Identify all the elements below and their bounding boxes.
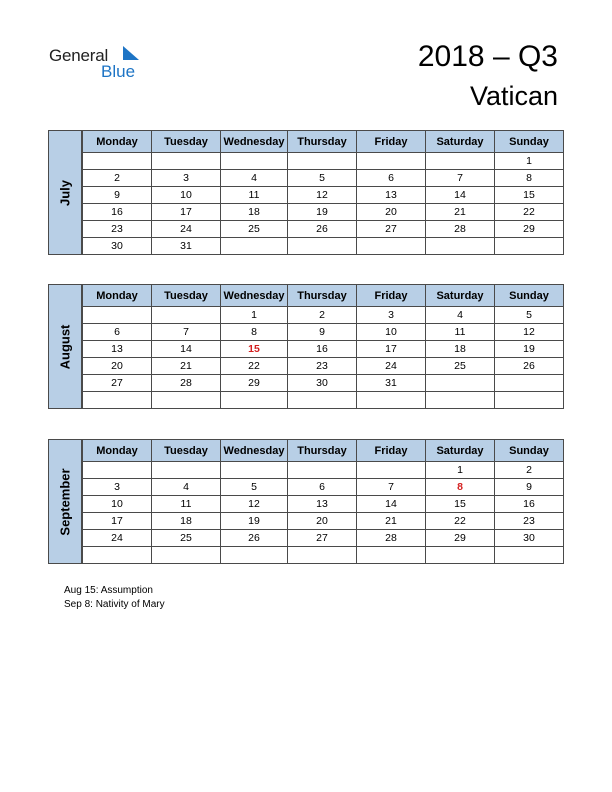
day-cell: [152, 153, 221, 170]
day-cell: 18: [221, 204, 288, 221]
day-cell: 27: [288, 530, 357, 547]
day-cell: [495, 392, 564, 409]
day-cell: [221, 153, 288, 170]
day-cell: [221, 392, 288, 409]
week-row: [83, 547, 564, 564]
day-cell: 1: [221, 307, 288, 324]
week-row: [83, 341, 564, 358]
week-row: [83, 496, 564, 513]
day-cell: [288, 153, 357, 170]
week-row: [83, 170, 564, 187]
day-cell: 16: [83, 204, 152, 221]
week-row: [83, 462, 564, 479]
day-cell: 12: [221, 496, 288, 513]
day-cell: 9: [288, 324, 357, 341]
weekday-header: Monday: [83, 131, 152, 153]
month-label-box: [48, 439, 82, 564]
day-cell: 21: [426, 204, 495, 221]
weekday-header: Tuesday: [152, 285, 221, 307]
day-cell: 19: [288, 204, 357, 221]
day-cell: 10: [152, 187, 221, 204]
day-cell: 30: [83, 238, 152, 255]
weekday-header: Tuesday: [152, 440, 221, 462]
day-cell: 13: [288, 496, 357, 513]
day-cell: 21: [357, 513, 426, 530]
day-cell: 25: [426, 358, 495, 375]
day-cell: 7: [152, 324, 221, 341]
day-cell: [221, 547, 288, 564]
day-cell: 17: [357, 341, 426, 358]
day-cell: 28: [426, 221, 495, 238]
weekday-header: Monday: [83, 440, 152, 462]
day-cell: 22: [221, 358, 288, 375]
day-cell: 5: [221, 479, 288, 496]
week-row: [83, 358, 564, 375]
day-cell: 15: [426, 496, 495, 513]
month-name: August: [57, 324, 73, 369]
day-cell: 15: [221, 341, 288, 358]
day-cell: 28: [357, 530, 426, 547]
day-cell: 10: [357, 324, 426, 341]
day-cell: [426, 547, 495, 564]
day-cell: 29: [221, 375, 288, 392]
day-cell: 23: [288, 358, 357, 375]
day-cell: 18: [426, 341, 495, 358]
week-row: [83, 221, 564, 238]
day-cell: [288, 547, 357, 564]
logo-flag-icon: [123, 46, 139, 62]
day-cell: [152, 462, 221, 479]
day-cell: [495, 238, 564, 255]
country-title: Vatican: [469, 81, 558, 111]
day-cell: 1: [426, 462, 495, 479]
day-cell: 12: [288, 187, 357, 204]
weekday-header: Thursday: [288, 440, 357, 462]
day-cell: [83, 462, 152, 479]
day-cell: 3: [152, 170, 221, 187]
day-cell: 18: [152, 513, 221, 530]
weekday-header: Saturday: [426, 285, 495, 307]
month-label-box: [48, 284, 82, 409]
day-cell: 2: [495, 462, 564, 479]
day-cell: [83, 153, 152, 170]
generalblue-logo: [49, 44, 159, 84]
day-cell: 25: [152, 530, 221, 547]
day-cell: [357, 462, 426, 479]
day-cell: 9: [495, 479, 564, 496]
day-cell: [426, 375, 495, 392]
week-row: [83, 153, 564, 170]
day-cell: 29: [495, 221, 564, 238]
day-cell: 26: [288, 221, 357, 238]
week-row: [83, 204, 564, 221]
day-cell: [426, 153, 495, 170]
day-cell: [221, 462, 288, 479]
day-cell: 14: [426, 187, 495, 204]
weekday-header: Saturday: [426, 440, 495, 462]
weekday-header: Sunday: [495, 440, 564, 462]
day-cell: 4: [426, 307, 495, 324]
day-cell: 17: [83, 513, 152, 530]
day-cell: 11: [152, 496, 221, 513]
day-cell: 24: [357, 358, 426, 375]
day-cell: 13: [357, 187, 426, 204]
week-row: [83, 375, 564, 392]
month-name: July: [57, 179, 73, 206]
weekday-header-row: [83, 285, 564, 307]
day-cell: 19: [221, 513, 288, 530]
weekday-header: Friday: [357, 440, 426, 462]
weekday-header: Thursday: [288, 285, 357, 307]
holiday-note: Sep 8: Nativity of Mary: [64, 599, 165, 610]
month-label-box: [48, 130, 82, 255]
month-name: September: [57, 467, 73, 536]
day-cell: 2: [288, 307, 357, 324]
day-cell: 26: [221, 530, 288, 547]
day-cell: 7: [357, 479, 426, 496]
week-row: [83, 479, 564, 496]
day-cell: 15: [495, 187, 564, 204]
day-cell: 5: [288, 170, 357, 187]
week-row: [83, 324, 564, 341]
week-row: [83, 530, 564, 547]
day-cell: 28: [152, 375, 221, 392]
day-cell: 31: [357, 375, 426, 392]
day-cell: 8: [426, 479, 495, 496]
day-cell: 8: [221, 324, 288, 341]
day-cell: 23: [495, 513, 564, 530]
day-cell: 16: [288, 341, 357, 358]
calendar-table: [82, 439, 564, 564]
logo-word-general: General: [49, 46, 109, 65]
holiday-note: Aug 15: Assumption: [64, 585, 153, 596]
calendar-table: [82, 130, 564, 255]
day-cell: 30: [495, 530, 564, 547]
weekday-header: Wednesday: [221, 285, 288, 307]
holiday-notes: [64, 584, 165, 612]
weekday-header: Wednesday: [221, 131, 288, 153]
day-cell: 9: [83, 187, 152, 204]
day-cell: [357, 392, 426, 409]
day-cell: 17: [152, 204, 221, 221]
day-cell: 3: [83, 479, 152, 496]
day-cell: 10: [83, 496, 152, 513]
day-cell: 19: [495, 341, 564, 358]
day-cell: 16: [495, 496, 564, 513]
day-cell: [83, 307, 152, 324]
day-cell: 6: [83, 324, 152, 341]
day-cell: 31: [152, 238, 221, 255]
weekday-header: Thursday: [288, 131, 357, 153]
day-cell: [426, 238, 495, 255]
day-cell: [426, 392, 495, 409]
day-cell: 22: [495, 204, 564, 221]
day-cell: 5: [495, 307, 564, 324]
calendar-table: [82, 284, 564, 409]
day-cell: 26: [495, 358, 564, 375]
day-cell: 12: [495, 324, 564, 341]
day-cell: 6: [357, 170, 426, 187]
page-title: 2018 – Q3: [417, 40, 558, 73]
day-cell: [152, 307, 221, 324]
week-row: [83, 187, 564, 204]
day-cell: 4: [221, 170, 288, 187]
day-cell: 27: [357, 221, 426, 238]
day-cell: [495, 547, 564, 564]
weekday-header: Wednesday: [221, 440, 288, 462]
day-cell: 20: [83, 358, 152, 375]
day-cell: [357, 238, 426, 255]
day-cell: 20: [357, 204, 426, 221]
weekday-header: Sunday: [495, 131, 564, 153]
day-cell: 22: [426, 513, 495, 530]
day-cell: 11: [426, 324, 495, 341]
day-cell: 11: [221, 187, 288, 204]
day-cell: 4: [152, 479, 221, 496]
day-cell: 3: [357, 307, 426, 324]
day-cell: 23: [83, 221, 152, 238]
week-row: [83, 392, 564, 409]
day-cell: 14: [152, 341, 221, 358]
day-cell: [288, 392, 357, 409]
weekday-header: Sunday: [495, 285, 564, 307]
day-cell: [83, 547, 152, 564]
day-cell: 8: [495, 170, 564, 187]
day-cell: [152, 392, 221, 409]
day-cell: [83, 392, 152, 409]
day-cell: 30: [288, 375, 357, 392]
weekday-header: Friday: [357, 131, 426, 153]
weekday-header: Friday: [357, 285, 426, 307]
day-cell: 14: [357, 496, 426, 513]
day-cell: [288, 238, 357, 255]
day-cell: 25: [221, 221, 288, 238]
day-cell: 2: [83, 170, 152, 187]
week-row: [83, 513, 564, 530]
day-cell: 20: [288, 513, 357, 530]
week-row: [83, 238, 564, 255]
day-cell: [288, 462, 357, 479]
day-cell: 13: [83, 341, 152, 358]
day-cell: 1: [495, 153, 564, 170]
day-cell: [152, 547, 221, 564]
day-cell: 29: [426, 530, 495, 547]
weekday-header: Tuesday: [152, 131, 221, 153]
day-cell: [357, 547, 426, 564]
weekday-header: Monday: [83, 285, 152, 307]
weekday-header: Saturday: [426, 131, 495, 153]
weekday-header-row: [83, 440, 564, 462]
day-cell: 21: [152, 358, 221, 375]
day-cell: [221, 238, 288, 255]
week-row: [83, 307, 564, 324]
day-cell: 24: [83, 530, 152, 547]
day-cell: 6: [288, 479, 357, 496]
day-cell: 24: [152, 221, 221, 238]
day-cell: 7: [426, 170, 495, 187]
day-cell: [357, 153, 426, 170]
day-cell: 27: [83, 375, 152, 392]
logo-word-blue: Blue: [101, 62, 136, 81]
day-cell: [495, 375, 564, 392]
weekday-header-row: [83, 131, 564, 153]
